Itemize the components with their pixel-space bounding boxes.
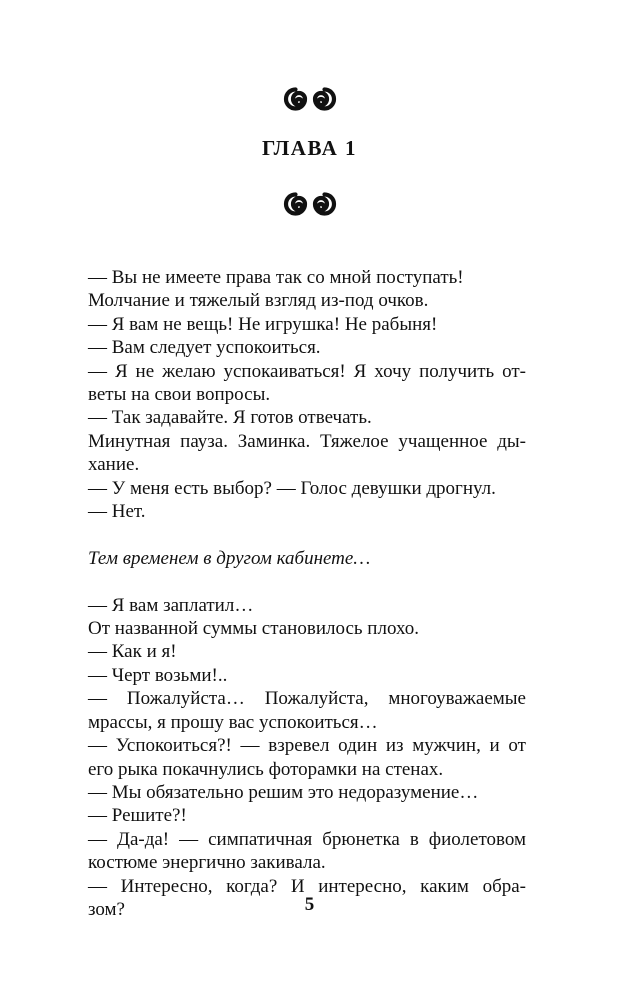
text-line: — Нет. [88, 501, 146, 523]
chapter-text [88, 266, 526, 921]
text-line: Молчание и тяжелый взгляд из-под очков. [88, 290, 429, 312]
page-number: 5 [304, 894, 315, 915]
text-line: — Я не желаю успокаиваться! Я хочу получить от- [88, 360, 526, 382]
text-line: От названной суммы становилось плохо. [88, 618, 419, 640]
text-line: зом? [88, 898, 125, 920]
text-line: — Мы обязательно решим это недоразумение… [88, 781, 479, 803]
text-line: — Так задавайте. Я готов отвечать. [88, 407, 372, 429]
scene-break-text: Тем временем в другом кабинете… [88, 547, 371, 569]
text-line: — Вам следует успокоиться. [88, 337, 321, 359]
text-line: — Я вам не вещь! Не игрушка! Не рабыня! [88, 313, 438, 335]
text-line: — У меня есть выбор? — Голос девушки дрогнул. [88, 477, 496, 499]
text-line: веты на свои вопросы. [88, 384, 271, 406]
swirl-ornament-icon [278, 190, 342, 224]
text-line: — Как и я! [88, 641, 177, 663]
text-line: Минутная пауза. Заминка. Тяжелое учащенное ды- [88, 430, 526, 452]
swirl-ornament-icon [278, 85, 342, 119]
paragraph-gap [88, 570, 526, 593]
chapter-title: ГЛАВА 1 [261, 136, 358, 160]
text-line: мрассы, я прошу вас успокоиться… [88, 711, 378, 733]
text-line: — Вы не имеете права так со мной поступать! [88, 267, 464, 288]
text-line: — Успокоиться?! — взревел один из мужчин, и от [88, 735, 526, 757]
text-line: — Черт возьми!.. [88, 664, 228, 686]
text-line: — Я вам заплатил… [88, 594, 254, 616]
text-line: — Интересно, когда? И интересно, каким обра- [88, 875, 526, 897]
paragraph-gap [88, 523, 526, 546]
text-line: — Да-да! — симпатичная брюнетка в фиолетовом [88, 828, 526, 850]
text-line: костюме энергично закивала. [88, 852, 326, 874]
text-line: — Решите?! [88, 805, 187, 827]
text-line: — Пожалуйста… Пожалуйста, многоуважаемые [88, 688, 526, 710]
text-line: хание. [88, 454, 140, 476]
text-line: его рыка покачнулись фоторамки на стенах. [88, 758, 444, 780]
